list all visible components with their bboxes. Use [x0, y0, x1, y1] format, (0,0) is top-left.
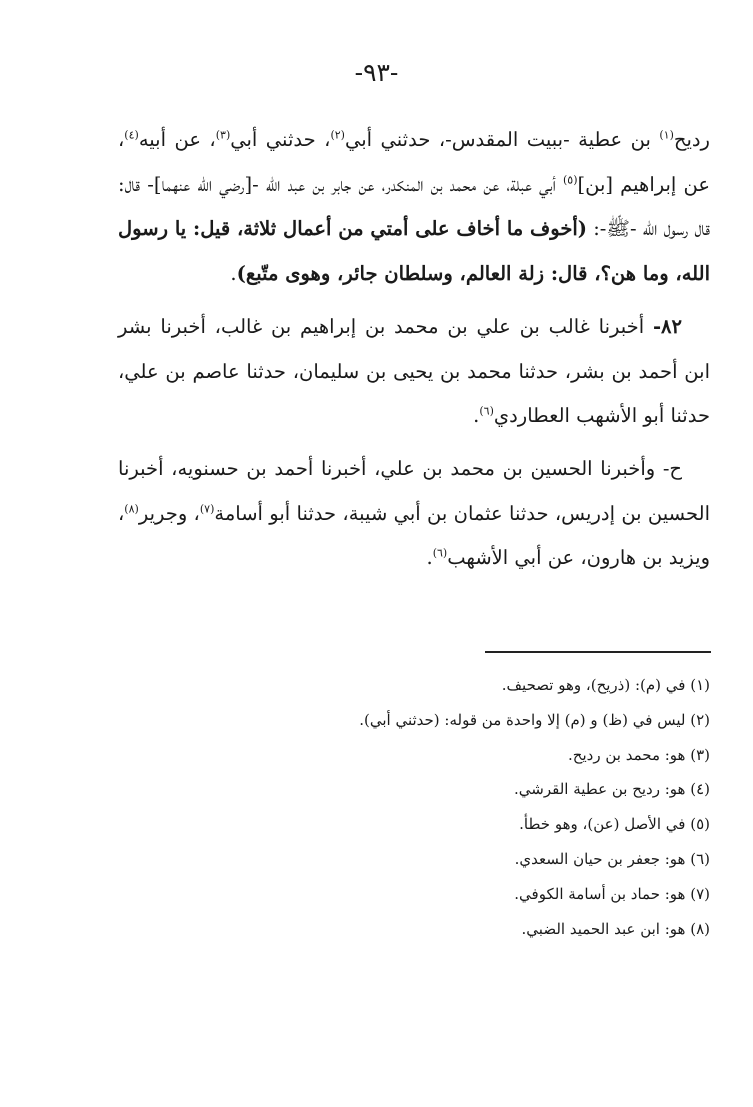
footnote-ref-6: (٦) — [479, 404, 494, 418]
text-segment: ، ويزيد بن هارون، عن أبي الأشهب — [118, 501, 710, 570]
footnote-ref-3: (٣) — [215, 128, 231, 142]
text-segment: أخبرنا غالب بن علي بن محمد بن إبراهيم بن غالب، أخبرنا بشر ابن أحمد بن بشر، حدثنا محمد بن يحيى بن سليمان، حدثنا عاصم بن علي، حدثنا أبو الأشهب العطاردي — [118, 314, 710, 428]
text-segment: رديح — [673, 128, 710, 151]
hadith-number: ٨٢- — [652, 314, 682, 338]
footnotes — [220, 668, 710, 946]
footnote-7: (٧) هو: حماد بن أسامة الكوفي. — [514, 884, 710, 903]
main-text — [118, 118, 710, 589]
text-segment: ، حدثني أبي — [230, 128, 331, 151]
footnote-5: (٥) في الأصل (عن)، وهو خطأ. — [519, 815, 710, 834]
text-segment: ، وجرير — [138, 501, 200, 525]
footnote-divider — [485, 651, 711, 653]
footnote-3: (٣) هو: محمد بن رديح. — [568, 745, 710, 764]
paragraph-hadith-82 — [118, 305, 710, 439]
paragraph-hadith-81 — [118, 118, 710, 297]
page-number: -٩٣- — [354, 58, 399, 87]
footnote-4: (٤) هو: رديح بن عطية القرشي. — [514, 780, 710, 799]
footnote-ref-2: (٢) — [330, 128, 345, 142]
text-segment: ح- وأخبرنا الحسين بن محمد بن علي، أخبرنا أحمد بن حسنويه، أخبرنا الحسين بن إدريس، حدثنا عثمان بن أبي شيبة، حدثنا أبو أسامة — [118, 456, 710, 525]
footnote-ref-5: (٥) — [563, 173, 578, 187]
footnote-ref-7: (٧) — [199, 502, 215, 516]
footnote-1: (١) في (م): (ذريح)، وهو تصحيف. — [501, 676, 710, 694]
footnote-ref-1: (١) — [659, 128, 674, 142]
text-segment: . — [473, 404, 480, 428]
footnote-8: (٨) هو: ابن عبد الحميد الضبي. — [521, 919, 710, 938]
text-segment: أبي عبلة، عن محمد بن المنكدر، عن جابر بن عبد الله -[رضي الله عنهما]- قال: قال رسول الله -ﷺ-: — [118, 172, 710, 241]
footnote-2: (٢) ليس في (ظ) و (م) إلا واحدة من قوله: (حدثني أبي). — [359, 710, 710, 729]
paragraph-chain-ha — [118, 447, 710, 581]
hadith-matn: (أخوف ما أخاف على أمتي من أعمال ثلاثة، قيل: يا رسول الله، وما هن؟، قال: زلة العالم، وسلطان جائر، وهوى متّبع) — [118, 217, 710, 286]
text-segment: بن عطية -ببيت المقدس-، حدثني أبي — [344, 128, 660, 151]
footnote-ref-6b: (٦) — [432, 546, 448, 560]
text-segment: . — [230, 262, 237, 286]
footnote-6: (٦) هو: جعفر بن حيان السعدي. — [514, 849, 710, 868]
footnote-ref-4: (٤) — [124, 128, 139, 142]
text-segment: ، عن إبراهيم [بن] — [118, 128, 710, 196]
text-segment: ، عن أبيه — [138, 128, 216, 151]
footnote-ref-8: (٨) — [124, 502, 139, 516]
text-segment: . — [426, 546, 433, 570]
